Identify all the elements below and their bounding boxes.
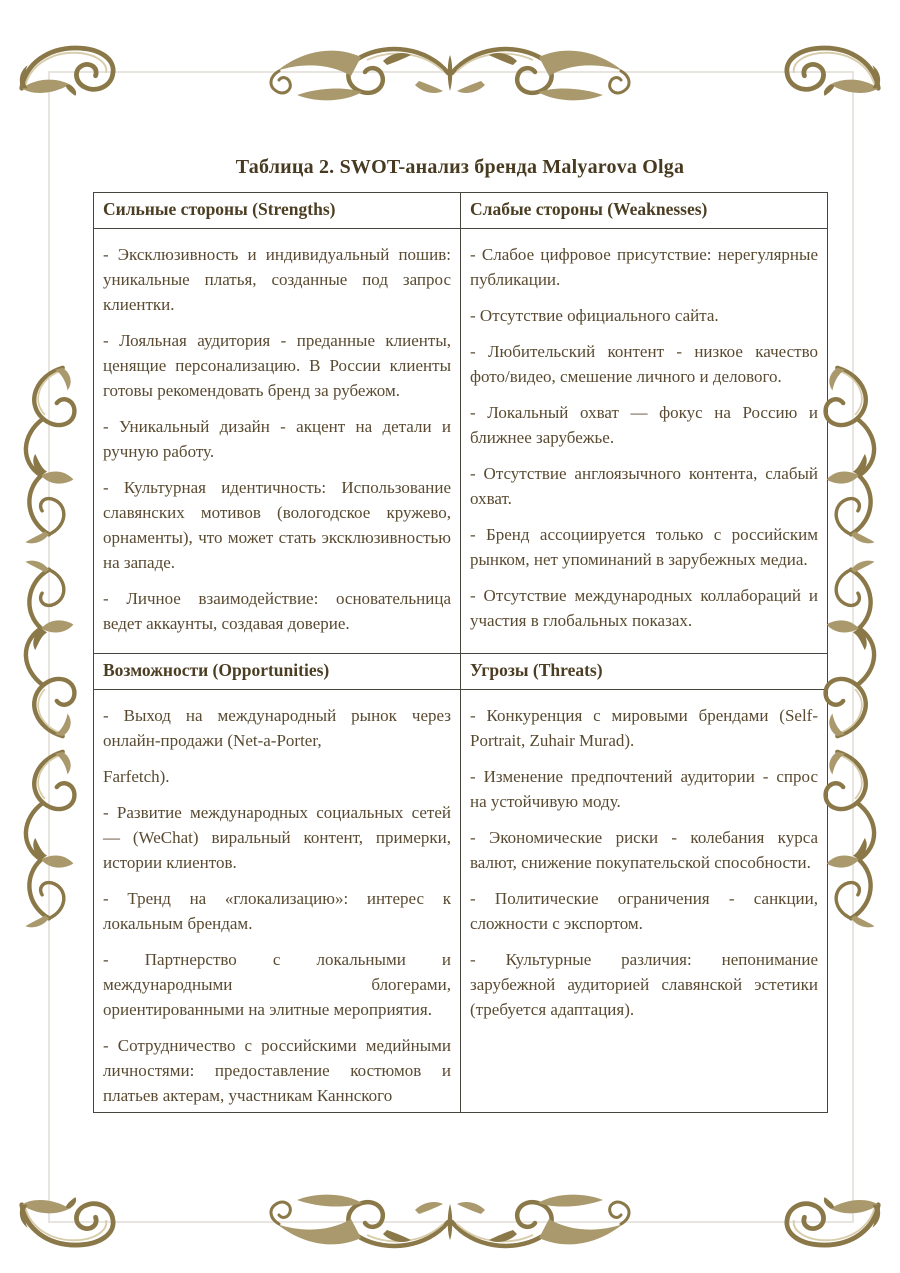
swot-point: - Локальный охват — фокус на Россию и ближнее зарубежье. [470,403,818,447]
swot-point: - Культурные различия: непонимание зарубежной аудиторией славянской эстетики (требуется адаптация). [470,950,818,1019]
swot-point: - Конкуренция с мировыми брендами (Self-Portrait, Zuhair Murad). [470,706,818,750]
swot-table [93,192,828,1113]
swot-point: - Любительский контент - низкое качество фото/видео, смешение личного и делового. [470,342,818,386]
swot-point: - Эксклюзивность и индивидуальный пошив: уникальные платья, созданные под запрос клиентки. [103,245,451,314]
threats-cell [461,690,828,1113]
swot-point: - Выход на международный рынок через онлайн-продажи (Net-a-Porter, [103,706,451,750]
swot-point: - Отсутствие официального сайта. [470,306,719,325]
table-caption: Таблица 2. SWOT-анализ бренда Malyarova Olga [235,156,685,178]
opportunities-header: Возможности (Opportunities) [94,654,461,690]
swot-point: - Личное взаимодействие: основательница ведет аккаунты, создавая доверие. [103,589,451,633]
table-row [94,229,828,654]
swot-point: - Сотрудничество с российскими медийными личностями: предоставление костюмов и платьев актерам, участникам Каннского [103,1036,451,1105]
swot-point: - Отсутствие англоязычного контента, слабый охват. [470,464,818,508]
strengths-header: Сильные стороны (Strengths) [94,193,461,229]
swot-point: - Тренд на «глокализацию»: интерес к локальным брендам. [103,889,451,933]
swot-point: - Политические ограничения - санкции, сложности с экспортом. [470,889,818,933]
weaknesses-header: Слабые стороны (Weaknesses) [461,193,828,229]
swot-point: - Экономические риски - колебания курса валют, снижение покупательской способности. [470,828,818,872]
swot-point: - Бренд ассоциируется только с российским рынком, нет упоминаний в зарубежных медиа. [470,525,818,569]
swot-point: - Культурная идентичность: Использование славянских мотивов (вологодское кружево, орнаменты), что может стать эксклюзивностью на западе. [103,478,451,572]
table-row [94,193,828,229]
weaknesses-cell [461,229,828,654]
swot-point: - Отсутствие международных коллабораций и участия в глобальных показах. [470,586,818,630]
table-row [94,690,828,1113]
swot-point: - Уникальный дизайн - акцент на детали и ручную работу. [103,417,451,461]
swot-point: - Развитие международных социальных сетей — (WeChat) виральный контент, примерки, истории клиентов. [103,803,451,872]
swot-point: - Партнерство с локальными и международными блогерами, ориентированными на элитные мероприятия. [103,950,451,1019]
swot-point: - Слабое цифровое присутствие: нерегулярные публикации. [470,245,818,289]
threats-header: Угрозы (Threats) [461,654,828,690]
swot-point: Farfetch). [103,767,170,786]
table-row [94,654,828,690]
strengths-cell [94,229,461,654]
swot-point: - Лояльная аудитория - преданные клиенты, ценящие персонализацию. В России клиенты готовы рекомендовать бренд за рубежом. [103,331,451,400]
swot-point: - Изменение предпочтений аудитории - спрос на устойчивую моду. [470,767,818,811]
opportunities-cell [94,690,461,1113]
